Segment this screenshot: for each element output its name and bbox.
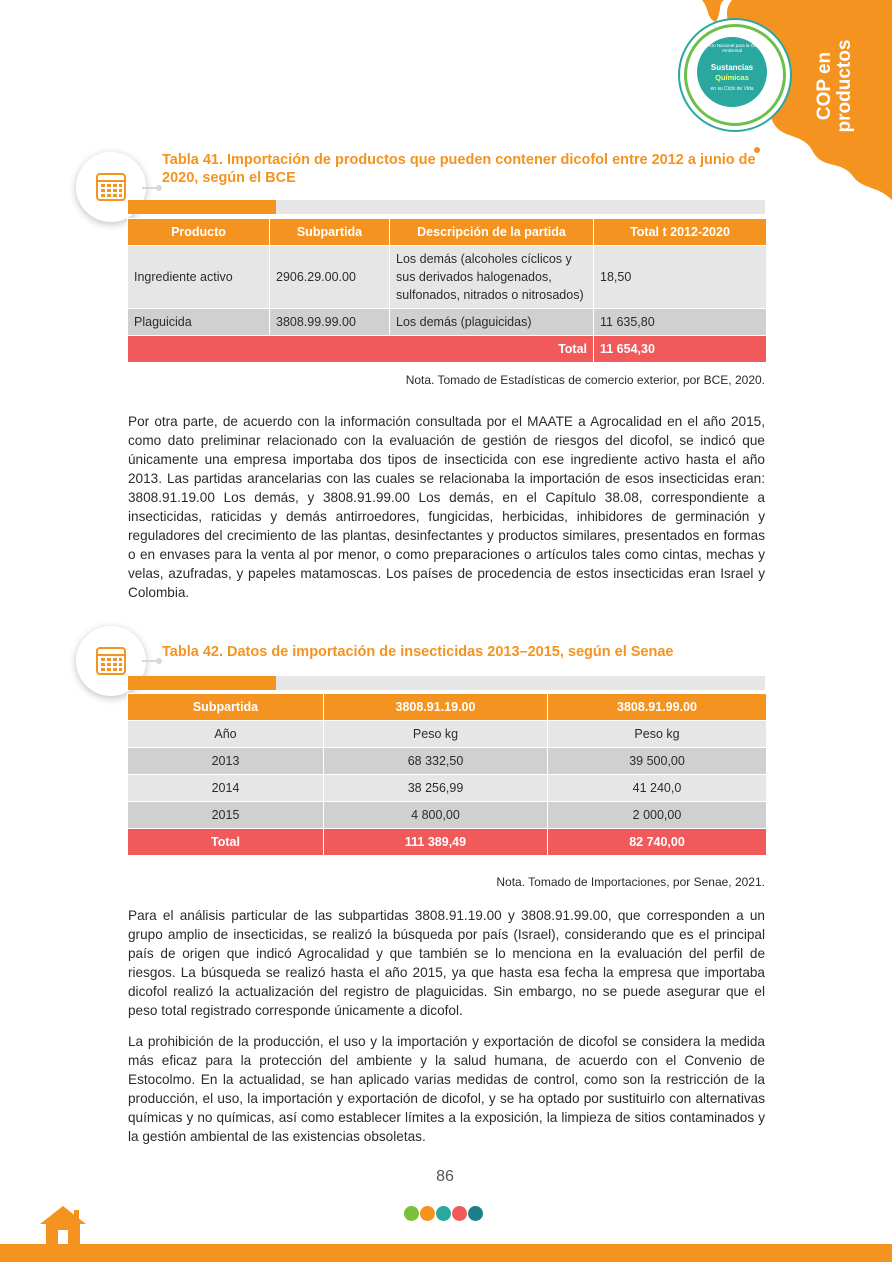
dot-green: [404, 1206, 419, 1221]
table-total-row: [128, 829, 767, 856]
col-header-3808-91-99: 3808.91.99.00: [548, 694, 767, 721]
table-cell: 2906.29.00.00: [270, 246, 390, 309]
page-number: 86: [436, 1168, 454, 1185]
dot-orange: [420, 1206, 435, 1221]
table-total-row: [128, 336, 767, 363]
section-label: [806, 28, 860, 138]
dot-teal: [436, 1206, 451, 1221]
total-value: 111 389,49: [324, 829, 548, 856]
table-41-title: Tabla 41. Importación de productos que pueden contener dicofol entre 2012 a junio de 2020, según el BCE: [162, 152, 756, 186]
total-label: Total: [128, 336, 594, 363]
table-cell: 38 256,99: [324, 775, 548, 802]
table-cell: Año: [128, 721, 324, 748]
table-row: [128, 309, 767, 336]
table-41-bar-accent: [128, 200, 276, 214]
table-41: [127, 218, 767, 363]
table-cell: 39 500,00: [548, 748, 767, 775]
logo-line-3: en su Ciclo de Vida: [710, 86, 754, 92]
table-cell: Ingrediente activo: [128, 246, 270, 309]
table-row: [128, 775, 767, 802]
table-cell: 41 240,0: [548, 775, 767, 802]
col-header-total: Total t 2012-2020: [594, 219, 767, 246]
table-row: [128, 721, 767, 748]
table-cell: Peso kg: [548, 721, 767, 748]
color-dots: [404, 1206, 484, 1222]
table-42-bar-accent: [128, 676, 276, 690]
total-label: Total: [128, 829, 324, 856]
table-cell: 68 332,50: [324, 748, 548, 775]
table-cell: 2 000,00: [548, 802, 767, 829]
table-cell: Los demás (plaguicidas): [390, 309, 594, 336]
table-cell: 2014: [128, 775, 324, 802]
col-header-3808-91-19: 3808.91.19.00: [324, 694, 548, 721]
col-header-subpartida: Subpartida: [128, 694, 324, 721]
table-42-note: Nota. Tomado de Importaciones, por Senae, 2021.: [496, 875, 765, 889]
dot-red: [452, 1206, 467, 1221]
total-value: 11 654,30: [594, 336, 767, 363]
logo-top-text: Proyecto Nacional para la Gestión Ambiental: [697, 43, 767, 53]
sustancias-quimicas-logo: [684, 24, 786, 126]
calendar-table-icon: [95, 645, 127, 677]
paragraph-2: Para el análisis particular de las subpartidas 3808.91.19.00 y 3808.91.99.00, que corresponden a un grupo amplio de insecticidas, se realizó la búsqueda por país (Israel), considerando que es el principal país de origen que indicó Agrocalidad y que también se lo menciona en la evaluación del perfil de riesgos. La búsqueda se realizó hasta el año 2015, ya que hasta esa fecha la empresa que importaba dicofol realizó la actualización del registro de plaguicidas. Sin embargo, no se puede asegurar que el peso total registrado corresponde únicamente a dicofol.: [128, 908, 765, 1018]
paragraph-3: La prohibición de la producción, el uso y la importación y exportación de dicofol se considera la medida más eficaz para la protección del ambiente y la salud humana, de acuerdo con el Convenio de Estocolmo. En la actualidad, se han aplicado varias medidas de control, como son la restricción de la producción, el uso, la importación y exportación de dicofol, y se ha optado por sustituirlo con alternativas químicas y no químicas, así como establecer límites a la exposición, la limpieza de sitios contaminados y la gestión ambiental de las existencias obsoletas.: [128, 1034, 765, 1144]
section-label-text: COP en productos: [814, 39, 855, 133]
footer-bar: [0, 1244, 892, 1262]
table-41-note: Nota. Tomado de Estadísticas de comercio exterior, por BCE, 2020.: [405, 373, 765, 387]
logo-line-2: Químicas: [715, 73, 749, 82]
col-header-producto: Producto: [128, 219, 270, 246]
table-cell: 11 635,80: [594, 309, 767, 336]
logo-line-1: Sustancias: [710, 63, 754, 72]
table-cell: 3808.99.99.00: [270, 309, 390, 336]
table-cell: Peso kg: [324, 721, 548, 748]
table-row: [128, 246, 767, 309]
home-icon[interactable]: [38, 1204, 88, 1246]
table-cell: Los demás (alcoholes cíclicos y sus derivados halogenados, sulfonados, nitrados o nitrosados): [390, 246, 594, 309]
table-42: [127, 693, 767, 856]
dot-dark-teal: [468, 1206, 483, 1221]
table-cell: 4 800,00: [324, 802, 548, 829]
col-header-subpartida: Subpartida: [270, 219, 390, 246]
total-value: 82 740,00: [548, 829, 767, 856]
table-header-row: [128, 694, 767, 721]
table-cell: 2015: [128, 802, 324, 829]
table-header-row: [128, 219, 767, 246]
calendar-table-icon: [95, 171, 127, 203]
table-cell: Plaguicida: [128, 309, 270, 336]
table-row: [128, 748, 767, 775]
table-cell: 2013: [128, 748, 324, 775]
paragraph-1: Por otra parte, de acuerdo con la información consultada por el MAATE a Agrocalidad en el año 2015, como dato preliminar relacionado con la evaluación de gestión de riesgos del dicofol, se indicó que únicamente una empresa importaba dos tipos de insecticida con ese ingrediente activo hasta el año 2013. Las partidas arancelarias con las cuales se relacionaba la importación de esos insecticidas eran: 3808.91.19.00 Los demás, y 3808.91.99.00 Los demás, en el Capítulo 38.08, correspondiente a insecticidas, raticidas y demás antirroedores, fungicidas, herbicidas, inhibidores de germinación y reguladores del crecimiento de las plantas, desinfectantes y productos similares, presentados en formas o en envases para la venta al por menor, o como preparaciones o artículos tales como cintas, mechas y velas, azufradas, y papeles matamoscas. Los países de procedencia de estos insecticidas eran Israel y Colombia.: [128, 414, 765, 600]
table-row: [128, 802, 767, 829]
table-cell: 18,50: [594, 246, 767, 309]
table-42-title: Tabla 42. Datos de importación de insecticidas 2013–2015, según el Senae: [162, 644, 674, 660]
col-header-descripcion: Descripción de la partida: [390, 219, 594, 246]
